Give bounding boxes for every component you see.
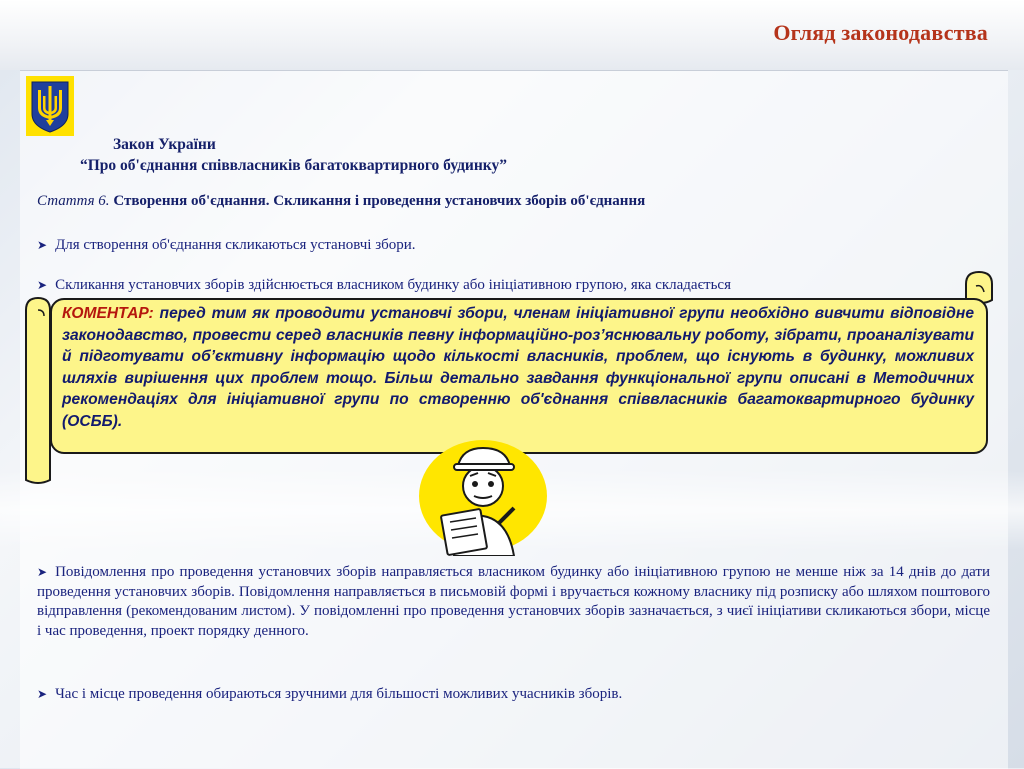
coat-of-arms-icon [26, 76, 74, 136]
arrow-bullet-icon: ➤ [37, 687, 48, 701]
comment-box [50, 298, 988, 454]
comment-text [62, 303, 974, 433]
law-heading-line2: “Про об'єднання співвласників багатоквартирного будинку” [80, 157, 508, 174]
comment-label: КОМЕНТАР: [62, 305, 154, 322]
bullet-item-4 [37, 685, 992, 705]
bullet-item-1 [37, 236, 992, 256]
inspector-clipboard-icon [418, 440, 548, 556]
bullet-item-3 [37, 563, 990, 641]
law-heading [80, 134, 507, 176]
arrow-bullet-icon: ➤ [37, 238, 48, 252]
arrow-bullet-icon: ➤ [37, 278, 48, 292]
bullet-text: Час і місце проведення обираються зручними для більшості можливих учасників зборів. [55, 686, 623, 702]
bullet-text: Повідомлення про проведення установчих зборів направляється власником будинку або ініціативною групою не менше ніж за 14 днів до дати проведення установчих зборів. Повідомлення направляється в письмовій формі і вручається кожному власнику під розписку або шляхом поштового відправлення (рекомендованим листом). У повідомленні про проведення установчих зборів зазначається, з чиєї ініціативи скликаються збори, місце і час проведення, проект порядку денного. [37, 564, 990, 639]
arrow-bullet-icon: ➤ [37, 565, 48, 579]
bullet-text: Для створення об'єднання скликаються установчі збори. [55, 237, 416, 253]
law-heading-line1: Закон України [113, 136, 216, 153]
article-number: Стаття 6. [37, 193, 110, 209]
comment-body: перед тим як проводити установчі збори, членам ініціативної групи необхідно вивчити відповідне законодавство, провести серед власників певну інформаційно-роз’яснювальну роботу, зібрати, проаналізувати й підготувати об’єктивну інформацію щодо кількості власників, проблем, що існують в будинку, можливих шляхів вирішення цих проблем тощо. Більш детально завдання функціональної групи описані в Методичних рекомендаціях для ініціативної групи по створенню об'єднання співвласників багатоквартирного будинку (ОСББ). [62, 305, 974, 430]
bullet-text: Скликання установчих зборів здійснюється власником будинку або ініціативною групою, яка складається [55, 277, 731, 293]
article-title [37, 193, 645, 210]
slide-title: Огляд законодавства [773, 20, 988, 45]
article-name: Створення об'єднання. Скликання і проведення установчих зборів об'єднання [113, 193, 646, 209]
